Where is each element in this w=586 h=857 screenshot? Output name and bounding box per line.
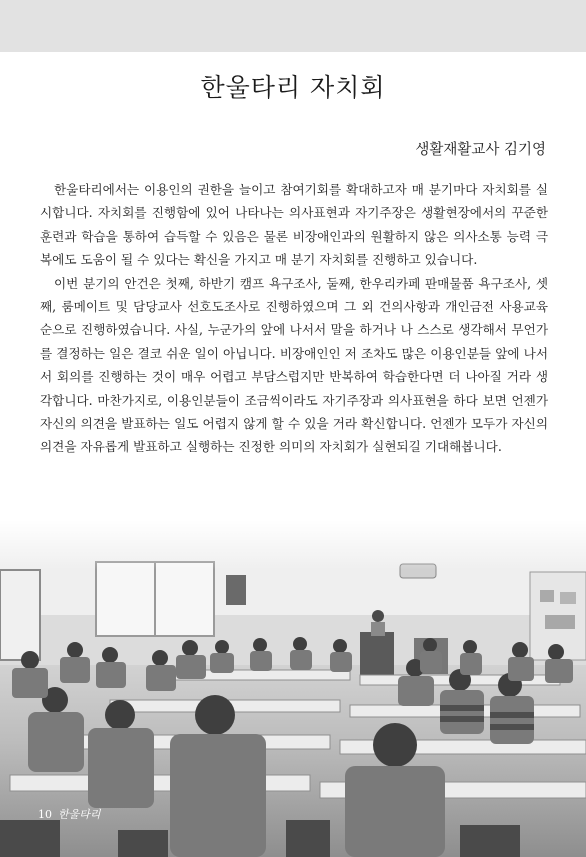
article-body [40, 178, 548, 459]
page-number: 10 [38, 808, 52, 821]
author-byline: 생활재활교사 김기영 [415, 142, 546, 158]
footer-logo: 한울타리 [58, 808, 101, 821]
article-title: 한울타리 자치회 [200, 73, 386, 102]
paragraph: 이번 분기의 안건은 첫째, 하반기 캠프 욕구조사, 둘째, 한우리카페 판매물품 욕구조사, 셋째, 룸메이트 및 담당교사 선호도조사로 진행하였으며 그 외 건의사항과 개인금전 사용교육 순으로 진행하였습니다. 사실, 누군가의 앞에 나서서 말을 하거나 나 스스로 생각해서 무언가를 결정하는 일은 결코 쉬운 일이 아닙니다. 비장애인인 저 조차도 많은 이용인분들 앞에 나서서 회의를 진행하는 것이 매우 어렵고 부담스럽지만 반복하여 학습한다면 더 나아질 거라 생각합니다. 마찬가지로, 이용인분들이 조금씩이라도 자기주장과 의사표현을 하다 보면 언젠가 자신의 의견을 발표하는 일도 어렵지 않게 할 수 있을 거라 확신합니다. 언젠가 모두가 자신의 의견을 자유롭게 발표하고 실행하는 진정한 의미의 자치회가 실현되길 기대해봅니다. [40, 275, 548, 455]
photo-fade [0, 520, 586, 570]
paragraph: 한울타리에서는 이용인의 권한을 늘이고 참여기회를 확대하고자 매 분기마다 자치회를 실시합니다. 자치회를 진행함에 있어 나타나는 의사표현과 자기주장은 생활현장에서의 꾸준한 훈련과 학습을 통하여 습득할 수 있음은 물론 비장애인과의 원활하지 않은 의사소통 능력 극복에도 도움이 될 수 있다는 확신을 가지고 매 분기 자치회를 진행하고 있습니다. [40, 182, 548, 268]
header-band [0, 0, 586, 52]
